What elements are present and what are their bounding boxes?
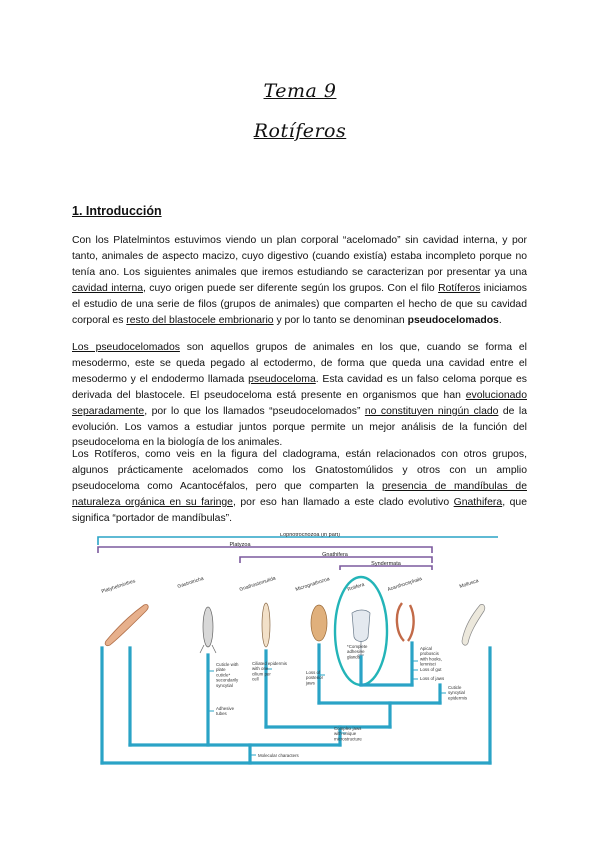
annotation-loss-of-gut: Loss of gut — [420, 667, 442, 672]
platyzoa-label: Platyzoa — [229, 542, 251, 548]
annotation-rotifera: *Complete adhesive glands — [347, 644, 368, 660]
paragraph-pseudocelomados: Los pseudocelomados son aquellos grupos de animales en los que, cuando se forma el mesodermo, este se queda pegado al ectodermo, de forma que queda una cavidad entre el mesodermo y el endodermo llamada pseudoceloma. Esta cavidad es un falso celoma porque es derivada del blastocele. El pseudoceloma está presente en organismos que han evolucionado separadamente, por lo que los llamados “pseudocelomados” no constituyen ningún clado de la evolución. Los vamos a estudiar juntos porque permite un mejor análisis de la función del pseudoceloma en la biología de los animales. — [72, 342, 527, 449]
micrognathozoa-illustration — [311, 605, 327, 641]
taxon-mollusca: Mollusca — [458, 578, 480, 590]
syndermata-label: Syndermata — [371, 561, 401, 567]
cladogram-figure — [90, 533, 510, 775]
mollusca-illustration — [462, 604, 485, 645]
taxon-micrognathozoa: Micrognathozoa — [294, 576, 331, 593]
underline-cavidad-interna: cavidad interna — [72, 282, 143, 294]
page-title: Tema 9 — [263, 80, 337, 102]
page-subtitle: Rotíferos — [253, 120, 347, 142]
taxon-gastrotricha: Gastrotricha — [176, 575, 205, 590]
underline-rotiferos: Rotíferos — [438, 282, 481, 294]
lophotrochozoa-label: Lophotrochozoa (in part) — [280, 533, 340, 538]
annotation-syndermata: Cuticle syncytial epidermis — [448, 685, 468, 701]
annotation-loss-of-jaws: Loss of jaws — [420, 676, 445, 681]
gnathifera-label: Gnathifera — [322, 552, 348, 558]
paragraph-introduction: Con los Platelmintos estuvimos viendo un plan corporal “acelomado” sin cavidad interna, y por tanto, animales de aspecto macizo, cuyo digestivo (cuando existía) estaba incompleto porque no tenía ano. Los siguientes animales que iremos estudiando se caracterizan por presentar ya una cavidad interna, cuyo origen puede ser diferente según los grupos. Con el filo Rotíferos iniciamos el estudio de una serie de filos (grupos de animales) que comparten el hecho de que su cavidad corporal es resto del blastocele embrionario y por lo tanto se denominan pseudocelomados. — [72, 235, 527, 326]
section-heading: 1. Introducción — [72, 204, 162, 218]
bold-pseudocelomados: pseudocelomados — [407, 314, 499, 326]
taxon-rotifera: Rotifera — [346, 581, 366, 593]
annotation-gnathifera: Complex jaws with unique microstructure — [334, 726, 362, 742]
annotation-micrognathozoa: Loss of posterior jaws — [306, 670, 324, 686]
paragraph-rotiferos-cladograma: Los Rotíferos, como veis en la figura del cladograma, están relacionados con otros grupos, algunos prácticamente acelomados como los Gnatostomúlidos y otros con un amplio pseudoceloma como Acantocéfalos, pero que comparten la presencia de mandíbulas de naturaleza orgánica en su faringe, por eso han llamado a este clado evolutivo Gnathifera, que significa “portador de mandíbulas”. — [72, 449, 527, 524]
annotation-adhesive-tubes: Adhesive tubes — [216, 706, 235, 717]
annotation-gnathostomulida: Ciliated epidermis with one cilium per cell — [252, 661, 287, 682]
annotation-gastrotricha: Cuticle with plate cuticle* secondarily syncytial — [216, 662, 239, 688]
platyhelminthes-illustration — [105, 604, 148, 645]
platyzoa-bracket — [98, 547, 432, 553]
annotation-molecular-characters: Molecular characters — [258, 753, 299, 758]
gnathostomulida-illustration — [262, 603, 270, 647]
gastrotricha-illustration — [200, 607, 216, 653]
underline-blastocele: resto del blastocele embrionario — [126, 314, 274, 326]
taxon-gnathostomulida: Gnathostomulida — [238, 575, 277, 593]
taxon-platyhelminthes: Platyhelminthes — [100, 578, 137, 595]
annotation-acanthocephala: Apical proboscis with hooks, lemnisci — [420, 646, 442, 667]
lophotrochozoa-bracket — [98, 537, 498, 545]
taxon-acanthocephala: Acanthocephala — [386, 576, 423, 593]
acanthocephala-illustration — [397, 603, 414, 641]
